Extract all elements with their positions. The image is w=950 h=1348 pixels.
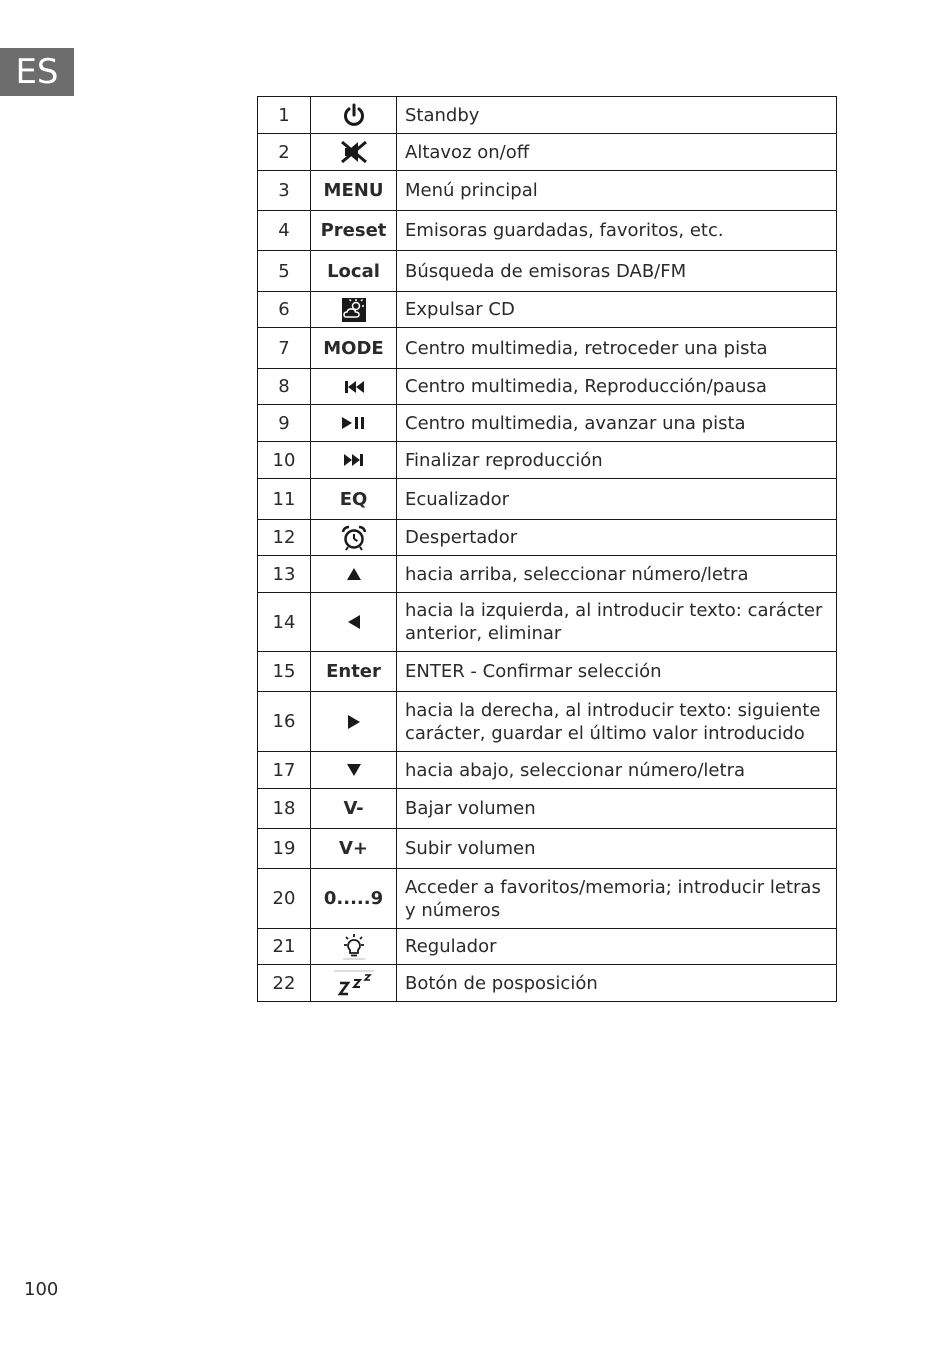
table-row <box>258 520 837 556</box>
row-description: Expulsar CD <box>397 292 837 328</box>
table-row <box>258 328 837 369</box>
weather-icon <box>341 297 367 323</box>
table-row <box>258 692 837 752</box>
table-row <box>258 556 837 593</box>
key-label: 0.....9 <box>311 869 397 929</box>
row-description: Subir volumen <box>397 829 837 869</box>
table-row <box>258 405 837 442</box>
row-number: 9 <box>258 405 311 442</box>
key-label: Local <box>311 251 397 292</box>
row-description: hacia abajo, seleccionar número/letra <box>397 752 837 789</box>
table-row <box>258 869 837 929</box>
table-row <box>258 97 837 134</box>
alarm-clock-icon <box>341 525 367 551</box>
row-number: 16 <box>258 692 311 752</box>
row-description: Botón de posposición <box>397 965 837 1002</box>
table-row <box>258 292 837 328</box>
row-description: Emisoras guardadas, favoritos, etc. <box>397 211 837 251</box>
row-number: 2 <box>258 134 311 171</box>
language-tab: ES <box>0 48 74 96</box>
dimmer-bulb-icon <box>340 933 368 961</box>
previous-track-icon <box>343 379 365 395</box>
key-label: Enter <box>311 652 397 692</box>
key-cell <box>311 520 397 556</box>
row-description: Menú principal <box>397 171 837 211</box>
table-row <box>258 652 837 692</box>
table-row <box>258 593 837 652</box>
table-row <box>258 134 837 171</box>
key-cell <box>311 369 397 405</box>
key-cell <box>311 442 397 479</box>
row-number: 13 <box>258 556 311 593</box>
key-cell <box>311 134 397 171</box>
row-description: Centro multimedia, avanzar una pista <box>397 405 837 442</box>
row-number: 15 <box>258 652 311 692</box>
row-number: 19 <box>258 829 311 869</box>
key-cell <box>311 593 397 652</box>
row-number: 5 <box>258 251 311 292</box>
table-row <box>258 929 837 965</box>
row-number: 22 <box>258 965 311 1002</box>
row-description: Ecualizador <box>397 479 837 520</box>
row-number: 4 <box>258 211 311 251</box>
row-number: 10 <box>258 442 311 479</box>
row-description: Altavoz on/off <box>397 134 837 171</box>
key-label: MODE <box>311 328 397 369</box>
row-number: 18 <box>258 789 311 829</box>
row-number: 12 <box>258 520 311 556</box>
table-row <box>258 171 837 211</box>
table-row <box>258 251 837 292</box>
table-row <box>258 442 837 479</box>
key-cell <box>311 752 397 789</box>
row-number: 1 <box>258 97 311 134</box>
key-label: Preset <box>311 211 397 251</box>
table-row <box>258 789 837 829</box>
row-number: 7 <box>258 328 311 369</box>
row-description: Despertador <box>397 520 837 556</box>
row-description: Regulador <box>397 929 837 965</box>
table-row <box>258 752 837 789</box>
row-description: Búsqueda de emisoras DAB/FM <box>397 251 837 292</box>
table-row <box>258 211 837 251</box>
row-description: ENTER - Confirmar selección <box>397 652 837 692</box>
row-description: Centro multimedia, retroceder una pista <box>397 328 837 369</box>
row-description: Standby <box>397 97 837 134</box>
key-label: MENU <box>311 171 397 211</box>
row-description: Finalizar reproducción <box>397 442 837 479</box>
key-label: V+ <box>311 829 397 869</box>
arrow-down-icon <box>345 762 363 778</box>
play-pause-icon <box>340 415 368 431</box>
key-label: EQ <box>311 479 397 520</box>
key-cell <box>311 929 397 965</box>
key-cell <box>311 292 397 328</box>
page-number: 100 <box>24 1279 59 1300</box>
row-number: 17 <box>258 752 311 789</box>
row-description: hacia la izquierda, al introducir texto: carácter anterior, eliminar <box>397 593 837 652</box>
row-description: Centro multimedia, Reproducción/pausa <box>397 369 837 405</box>
row-number: 11 <box>258 479 311 520</box>
row-description: hacia arriba, seleccionar número/letra <box>397 556 837 593</box>
key-cell <box>311 556 397 593</box>
row-number: 20 <box>258 869 311 929</box>
key-cell <box>311 965 397 1002</box>
table-row <box>258 479 837 520</box>
arrow-right-icon <box>346 713 362 731</box>
key-cell <box>311 692 397 752</box>
table-row <box>258 829 837 869</box>
next-track-icon <box>343 452 365 468</box>
row-number: 21 <box>258 929 311 965</box>
arrow-left-icon <box>346 613 362 631</box>
table-row <box>258 369 837 405</box>
key-cell <box>311 97 397 134</box>
arrow-up-icon <box>345 566 363 582</box>
remote-keys-table <box>257 96 837 1002</box>
row-number: 14 <box>258 593 311 652</box>
row-number: 3 <box>258 171 311 211</box>
table-row <box>258 965 837 1002</box>
row-description: Acceder a favoritos/memoria; introducir letras y números <box>397 869 837 929</box>
sleep-icon <box>332 969 376 997</box>
row-number: 6 <box>258 292 311 328</box>
power-icon <box>341 102 367 128</box>
row-description: hacia la derecha, al introducir texto: siguiente carácter, guardar el último valor introducido <box>397 692 837 752</box>
key-label: V- <box>311 789 397 829</box>
key-cell <box>311 405 397 442</box>
row-number: 8 <box>258 369 311 405</box>
speaker-mute-icon <box>339 139 369 165</box>
row-description: Bajar volumen <box>397 789 837 829</box>
